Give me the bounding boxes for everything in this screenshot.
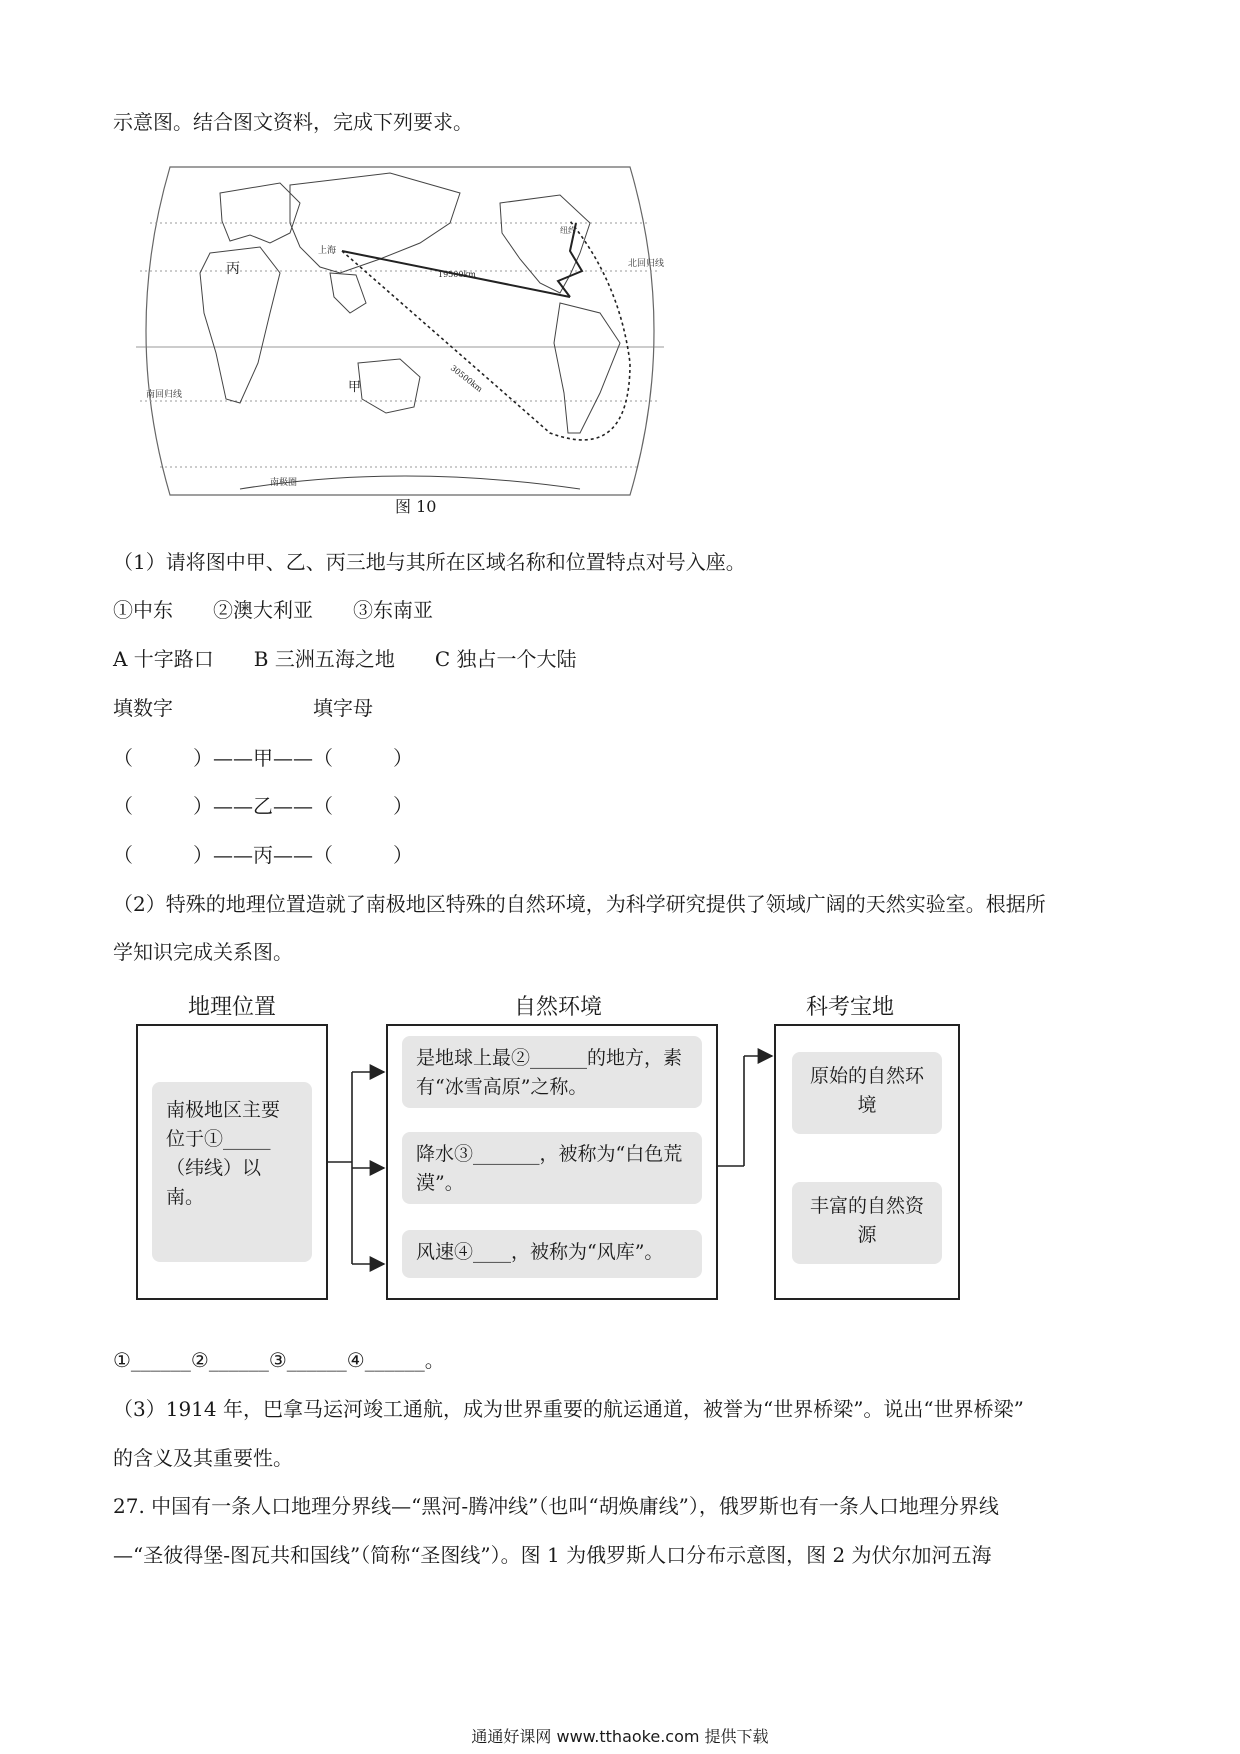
col-title-location: 地理位置 [188,995,277,1020]
label-nanhuigui: 南回归线 [146,390,183,400]
q3-line1: （3）1914 年，巴拿马运河竣工通航，成为世界重要的航运通道，被誉为“世界桥梁”。说出“世界桥梁” [113,1397,1024,1421]
page-footer: 通通好课网 www.tthaoke.com 提供下载 [471,1727,769,1746]
q1-features: A 十字路口 B 三洲五海之地 C 独占一个大陆 [113,647,577,671]
location-text: 南极地区主要位于①_____（纬线）以南。 [152,1082,312,1262]
label-nanjiquan: 南极圈 [270,478,298,488]
base-original-environment: 原始的自然环境 [792,1052,942,1134]
col-title-research: 科考宝地 [806,995,895,1020]
label-niuyue: 纽约 [560,226,576,235]
q2-stem-line1: （2）特殊的地理位置造就了南极地区特殊的自然环境，为科学研究提供了领域广阔的天然实验室。根据所 [113,892,1046,916]
env-wind: 风速④____，被称为“风库”。 [402,1230,702,1278]
label-bing: 丙 [226,261,240,277]
env-precipitation: 降水③_______，被称为“白色荒漠”。 [402,1132,702,1204]
diagram-arrows [130,990,970,1310]
label-beihuigui: 北回归线 [628,259,665,269]
label-distance-30500: 30500km [448,363,485,394]
q1-regions: ①中东 ②澳大利亚 ③东南亚 [113,598,433,622]
col-title-environment: 自然环境 [514,995,603,1020]
q1-row-yi[interactable]: （ ）——乙——（ ） [113,794,413,818]
q2-stem-line2: 学知识完成关系图。 [113,940,293,964]
map-caption: 图 10 [395,497,437,516]
q3-line2: 的含义及其重要性。 [113,1446,293,1470]
q1-row-bing[interactable]: （ ）——丙——（ ） [113,843,413,867]
label-shanghai: 上海 [318,246,337,256]
q27-line1: 27. 中国有一条人口地理分界线—“黑河-腾冲线”（也叫“胡焕庸线”），俄罗斯也有一条人口地理分界线 [113,1494,999,1518]
base-rich-resources: 丰富的自然资源 [792,1182,942,1264]
label-distance-19500: 19500km [438,270,476,279]
intro-line: 示意图。结合图文资料，完成下列要求。 [113,110,473,134]
q2-answer-line[interactable]: ①______②______③______④______。 [113,1348,445,1372]
antarctica-relationship-diagram [130,990,970,1310]
q1-fill-header: 填数字 填字母 [113,696,373,720]
label-jia: 甲 [348,380,362,395]
q1-stem: （1）请将图中甲、乙、丙三地与其所在区域名称和位置特点对号入座。 [113,550,746,574]
world-map-figure [130,163,670,499]
env-elevation: 是地球上最②______的地方，素有“冰雪高原”之称。 [402,1036,702,1108]
q1-row-jia[interactable]: （ ）——甲——（ ） [113,746,413,770]
q27-line2: —“圣彼得堡-图瓦共和国线”（简称“圣图线”）。图 1 为俄罗斯人口分布示意图，图 2 为伏尔加河五海 [113,1543,992,1567]
